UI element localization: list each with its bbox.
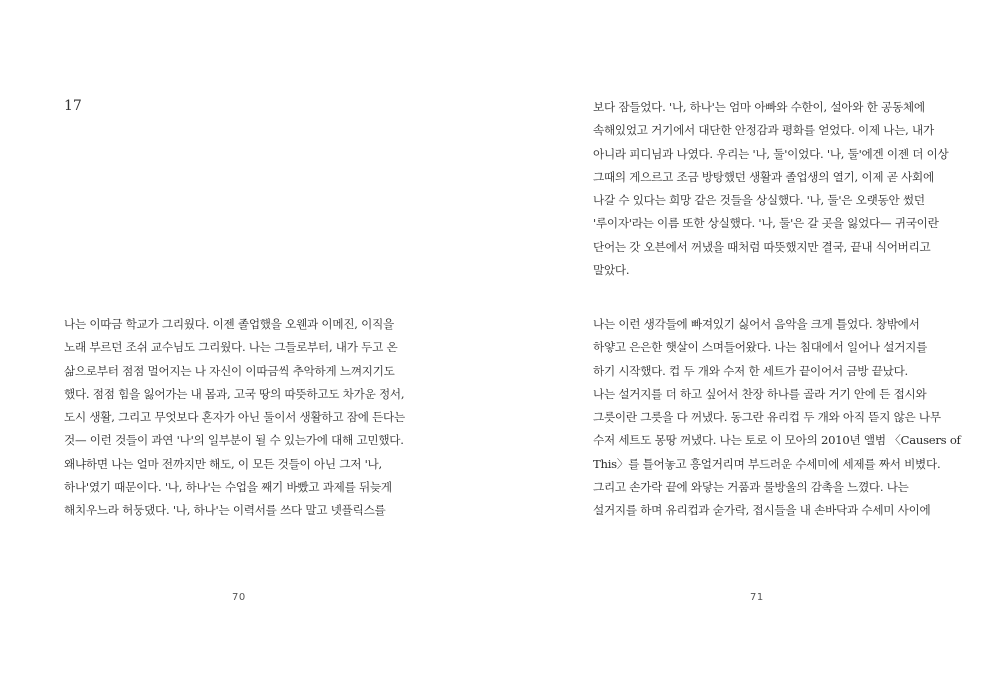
text-line: 보다 잠들었다. '나, 하나'는 엄마 아빠와 수한이, 설아와 한 공동체에 xyxy=(593,100,925,114)
left-paragraph-1 xyxy=(64,313,405,523)
text-line: 나는 이런 생각들에 빠져있기 싫어서 음악을 크게 틀었다. 창밖에서 xyxy=(593,317,920,331)
text-line: 수저 세트도 몽땅 꺼냈다. 나는 토로 이 모아의 2010년 앨범 〈Causers of xyxy=(593,433,961,448)
text-line: 했다. 점점 힘을 잃어가는 내 몸과, 고국 땅의 따뜻하고도 차가운 정서, xyxy=(64,386,405,401)
text-line: 왜냐하면 나는 얼마 전까지만 해도, 이 모든 것들이 아닌 그저 '나, xyxy=(64,456,382,471)
text-line: 나는 설거지를 더 하고 싶어서 찬장 하나를 골라 거기 안에 든 접시와 xyxy=(593,386,927,401)
text-line: '루이자'라는 이름 또한 상실했다. '나, 둘'은 갈 곳을 잃었다— 귀국이란 xyxy=(593,216,939,231)
text-line: 단어는 갓 오븐에서 꺼냈을 때처럼 따뜻했지만 결국, 끝내 식어버리고 xyxy=(593,239,931,254)
text-line: 설거지를 하며 유리컵과 숟가락, 접시들을 내 손바닥과 수세미 사이에 xyxy=(593,503,931,518)
text-line: 말았다. xyxy=(593,263,630,278)
page-number-right: 71 xyxy=(750,592,764,603)
text-line: 노래 부르던 조쉬 교수님도 그리웠다. 나는 그들로부터, 내가 두고 온 xyxy=(64,340,398,355)
text-line: This〉를 틀어놓고 흥얼거리며 부드러운 수세미에 세제를 짜서 비볐다. xyxy=(593,456,941,471)
text-line: 도시 생활, 그리고 무엇보다 혼자가 아닌 둘이서 생활하고 잠에 든다는 xyxy=(64,410,405,425)
text-line: 나갈 수 있다는 희망 같은 것들을 상실했다. '나, 둘'은 오랫동안 썼던 xyxy=(593,193,925,208)
text-line: 속해있었고 거기에서 대단한 안정감과 평화를 얻었다. 이제 나는, 내가 xyxy=(593,123,934,138)
text-line: 나는 이따금 학교가 그리웠다. 이젠 졸업했을 오웬과 이메진, 이직을 xyxy=(64,317,394,331)
text-line: 삶으로부터 점점 멀어지는 나 자신이 이따금씩 추악하게 느껴지기도 xyxy=(64,363,395,378)
text-line: 하나'였기 때문이다. '나, 하나'는 수업을 째기 바빴고 과제를 뒤늦게 xyxy=(64,480,392,495)
text-line: 아니라 피디님과 나였다. 우리는 '나, 둘'이었다. '나, 둘'에겐 이젠 더 이상 xyxy=(593,146,949,161)
text-line: 그리고 손가락 끝에 와닿는 거품과 물방울의 감촉을 느꼈다. 나는 xyxy=(593,480,909,495)
text-line: 해치우느라 허둥댔다. '나, 하나'는 이력서를 쓰다 말고 넷플릭스를 xyxy=(64,503,386,518)
text-line: 것— 이런 것들이 과연 '나'의 일부분이 될 수 있는가에 대해 고민했다. xyxy=(64,433,404,448)
chapter-number: 17 xyxy=(64,98,82,114)
text-line: 그릇이란 그릇을 다 꺼냈다. 동그란 유리컵 두 개와 아직 뜯지 않은 나무 xyxy=(593,410,941,425)
right-paragraph-2 xyxy=(593,313,961,523)
text-line: 그때의 게으르고 조금 방탕했던 생활과 졸업생의 열기, 이제 곧 사회에 xyxy=(593,169,934,184)
page-number-left: 70 xyxy=(232,592,246,603)
right-paragraph-1 xyxy=(593,96,948,282)
text-line: 하기 시작했다. 컵 두 개와 수저 한 세트가 끝이어서 금방 끝났다. xyxy=(593,363,908,378)
text-line: 하얗고 은은한 햇살이 스며들어왔다. 나는 침대에서 일어나 설거지를 xyxy=(593,340,928,355)
